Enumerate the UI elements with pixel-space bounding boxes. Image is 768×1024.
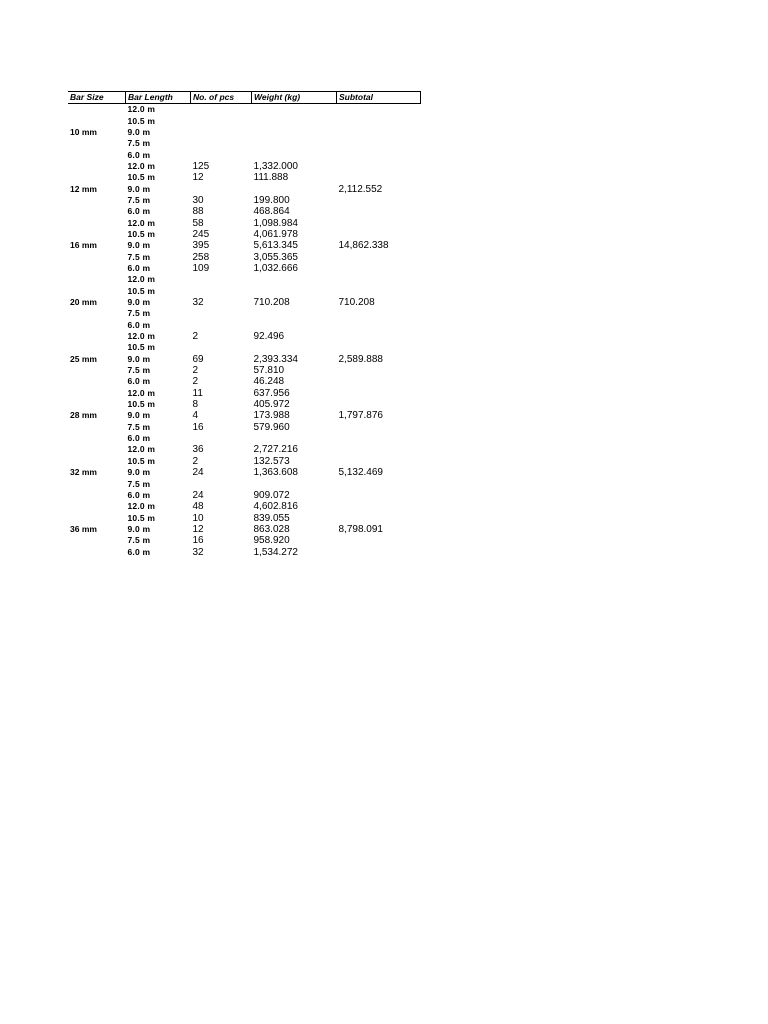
header-subtotal: Subtotal: [337, 92, 421, 104]
pieces-cell: 245: [192, 228, 210, 240]
weight-cell: [252, 104, 337, 116]
bar-length-cell: 12.0 m: [127, 160, 156, 171]
bar-size-cell: 36 mm: [70, 523, 97, 534]
table-row: [68, 331, 421, 342]
bar-length-cell: 12.0 m: [127, 331, 156, 342]
subtotal-cell: 710.208: [338, 297, 375, 309]
bar-size-cell: 32 mm: [70, 467, 97, 478]
bar-size-cell: 16 mm: [70, 240, 97, 251]
bar-length-cell: 6.0 m: [127, 376, 151, 387]
table-row: [68, 388, 421, 399]
pieces-cell: [191, 478, 252, 489]
pieces-cell: 24: [192, 467, 204, 479]
weight-cell: 958.920: [253, 535, 290, 547]
bar-length-cell: 7.5 m: [127, 421, 151, 432]
weight-cell: 4,602.816: [253, 501, 298, 513]
header-no-of-pcs: No. of pcs: [191, 92, 252, 104]
bar-length-cell: 12.0 m: [127, 104, 156, 115]
bar-length-cell: 6.0 m: [127, 319, 151, 330]
bar-length-cell: 10.5 m: [127, 399, 156, 410]
pieces-cell: [191, 433, 252, 444]
pieces-cell: 4: [192, 410, 199, 422]
bar-length-cell: 9.0 m: [127, 410, 151, 421]
table-row: [68, 217, 421, 228]
weight-cell: [252, 320, 337, 331]
weight-cell: [252, 183, 337, 194]
weight-cell: 92.496: [253, 331, 285, 343]
pieces-cell: [191, 138, 252, 149]
pieces-cell: [191, 115, 252, 126]
bar-length-cell: 10.5 m: [127, 342, 156, 353]
bar-length-cell: 6.0 m: [127, 149, 151, 160]
weight-cell: 173.988: [253, 410, 290, 422]
weight-cell: 579.960: [253, 421, 290, 433]
pieces-cell: 12: [192, 172, 204, 184]
pieces-cell: 16: [192, 421, 204, 433]
table-row: [68, 274, 421, 285]
bar-length-cell: 10.5 m: [127, 228, 156, 239]
pieces-cell: 109: [192, 262, 210, 274]
bar-length-cell: 12.0 m: [127, 387, 156, 398]
pieces-cell: 2: [192, 331, 199, 343]
subtotal-cell: 1,797.876: [338, 410, 383, 422]
bar-length-cell: 6.0 m: [127, 206, 151, 217]
subtotal-cell: 5,132.469: [338, 467, 383, 479]
weight-cell: [252, 433, 337, 444]
weight-cell: 1,534.272: [253, 546, 298, 558]
weight-cell: [252, 308, 337, 319]
pieces-cell: 2: [192, 376, 199, 388]
bar-length-cell: 9.0 m: [127, 297, 151, 308]
pieces-cell: [191, 320, 252, 331]
weight-cell: 468.864: [253, 206, 290, 218]
bar-length-cell: 12.0 m: [127, 217, 156, 228]
weight-cell: 1,363.608: [253, 467, 298, 479]
pieces-cell: [191, 127, 252, 138]
weight-cell: 4,061.978: [253, 228, 298, 240]
bar-length-cell: 10.5 m: [127, 172, 156, 183]
bar-length-cell: 12.0 m: [127, 444, 156, 455]
pieces-cell: [191, 104, 252, 116]
table-row: [68, 501, 421, 512]
bar-length-cell: 9.0 m: [127, 240, 151, 251]
header-row: [68, 92, 421, 104]
weight-cell: 863.028: [253, 523, 290, 535]
bar-length-cell: 9.0 m: [127, 523, 151, 534]
pieces-cell: 11: [192, 387, 203, 399]
bar-length-cell: 7.5 m: [127, 308, 151, 319]
weight-cell: [252, 274, 337, 285]
weight-cell: [252, 342, 337, 353]
weight-cell: [252, 149, 337, 160]
bar-size-cell: 28 mm: [70, 410, 97, 421]
bar-length-cell: 12.0 m: [127, 274, 156, 285]
weight-cell: [252, 286, 337, 297]
bar-length-cell: 7.5 m: [127, 194, 151, 205]
bar-length-cell: 9.0 m: [127, 183, 151, 194]
pieces-cell: 258: [192, 251, 210, 263]
subtotal-cell: 2,589.888: [338, 353, 383, 365]
pieces-cell: 12: [192, 523, 204, 535]
bar-length-cell: 7.5 m: [127, 138, 151, 149]
weight-cell: 57.810: [253, 365, 285, 377]
weight-cell: 637.956: [253, 387, 290, 399]
pieces-cell: 16: [192, 535, 204, 547]
bar-length-cell: 6.0 m: [127, 262, 151, 273]
weight-cell: [252, 478, 337, 489]
pieces-cell: [191, 183, 252, 194]
pieces-cell: 10: [192, 512, 204, 524]
bar-length-cell: 9.0 m: [127, 467, 151, 478]
header-bar-size: Bar Size: [68, 92, 126, 104]
bar-length-cell: 10.5 m: [127, 115, 156, 126]
weight-cell: 710.208: [253, 297, 290, 309]
bar-size-cell: 12 mm: [70, 183, 97, 194]
pieces-cell: 88: [192, 206, 204, 218]
pieces-cell: 58: [192, 217, 204, 229]
bar-length-cell: 12.0 m: [127, 501, 156, 512]
subtotal-cell: 2,112.552: [338, 183, 383, 195]
pieces-cell: 395: [192, 240, 210, 252]
bar-length-cell: 6.0 m: [127, 433, 151, 444]
bar-length-cell: 9.0 m: [127, 126, 151, 137]
rebar-weight-table: [68, 91, 421, 558]
bar-length-cell: 6.0 m: [127, 489, 151, 500]
weight-cell: 5,613.345: [253, 240, 298, 252]
weight-cell: 405.972: [253, 399, 290, 411]
bar-length-cell: 7.5 m: [127, 535, 151, 546]
pieces-cell: 8: [192, 399, 199, 411]
table-row: [68, 161, 421, 172]
bar-length-cell: 10.5 m: [127, 285, 156, 296]
pieces-cell: [191, 342, 252, 353]
bar-length-cell: 7.5 m: [127, 365, 151, 376]
weight-cell: 111.888: [253, 172, 289, 184]
weight-cell: 909.072: [253, 489, 290, 501]
bar-size-cell: 25 mm: [70, 353, 97, 364]
bar-length-cell: 10.5 m: [127, 512, 156, 523]
table-row: [68, 444, 421, 455]
weight-cell: 1,098.984: [253, 217, 298, 229]
pieces-cell: [191, 149, 252, 160]
pieces-cell: 48: [192, 501, 204, 513]
weight-cell: 132.573: [253, 455, 290, 467]
pieces-cell: 69: [192, 353, 204, 365]
weight-cell: [252, 115, 337, 126]
weight-cell: 46.248: [253, 376, 285, 388]
bar-length-cell: 7.5 m: [127, 251, 151, 262]
pieces-cell: 32: [192, 546, 204, 558]
header-weight: Weight (kg): [252, 92, 337, 104]
subtotal-cell: [337, 104, 421, 161]
subtotal-cell: 8,798.091: [338, 523, 383, 535]
pieces-cell: 36: [192, 444, 204, 456]
weight-cell: 1,332.000: [253, 160, 298, 172]
weight-cell: 1,032.666: [253, 262, 298, 274]
weight-cell: 2,393.334: [253, 353, 298, 365]
weight-cell: 2,727.216: [253, 444, 298, 456]
weight-cell: [252, 138, 337, 149]
pieces-cell: 2: [192, 365, 199, 377]
pieces-cell: [191, 274, 252, 285]
pieces-cell: 30: [192, 194, 204, 206]
pieces-cell: 32: [192, 297, 204, 309]
bar-length-cell: 6.0 m: [127, 546, 151, 557]
weight-cell: 839.055: [253, 512, 290, 524]
pieces-cell: 2: [192, 455, 199, 467]
bar-length-cell: 10.5 m: [127, 455, 156, 466]
pieces-cell: 24: [192, 489, 204, 501]
bar-length-cell: 7.5 m: [127, 478, 151, 489]
table-body: [68, 104, 421, 558]
table-row: [68, 104, 421, 116]
pieces-cell: 125: [192, 160, 210, 172]
weight-cell: 199.800: [253, 194, 290, 206]
subtotal-cell: 14,862.338: [338, 240, 389, 252]
weight-cell: [252, 127, 337, 138]
weight-cell: 3,055.365: [253, 251, 298, 263]
pieces-cell: [191, 286, 252, 297]
bar-size-cell: 10 mm: [70, 126, 97, 137]
pieces-cell: [191, 308, 252, 319]
bar-size-cell: 20 mm: [70, 297, 97, 308]
bar-length-cell: 9.0 m: [127, 353, 151, 364]
header-bar-length: Bar Length: [126, 92, 191, 104]
